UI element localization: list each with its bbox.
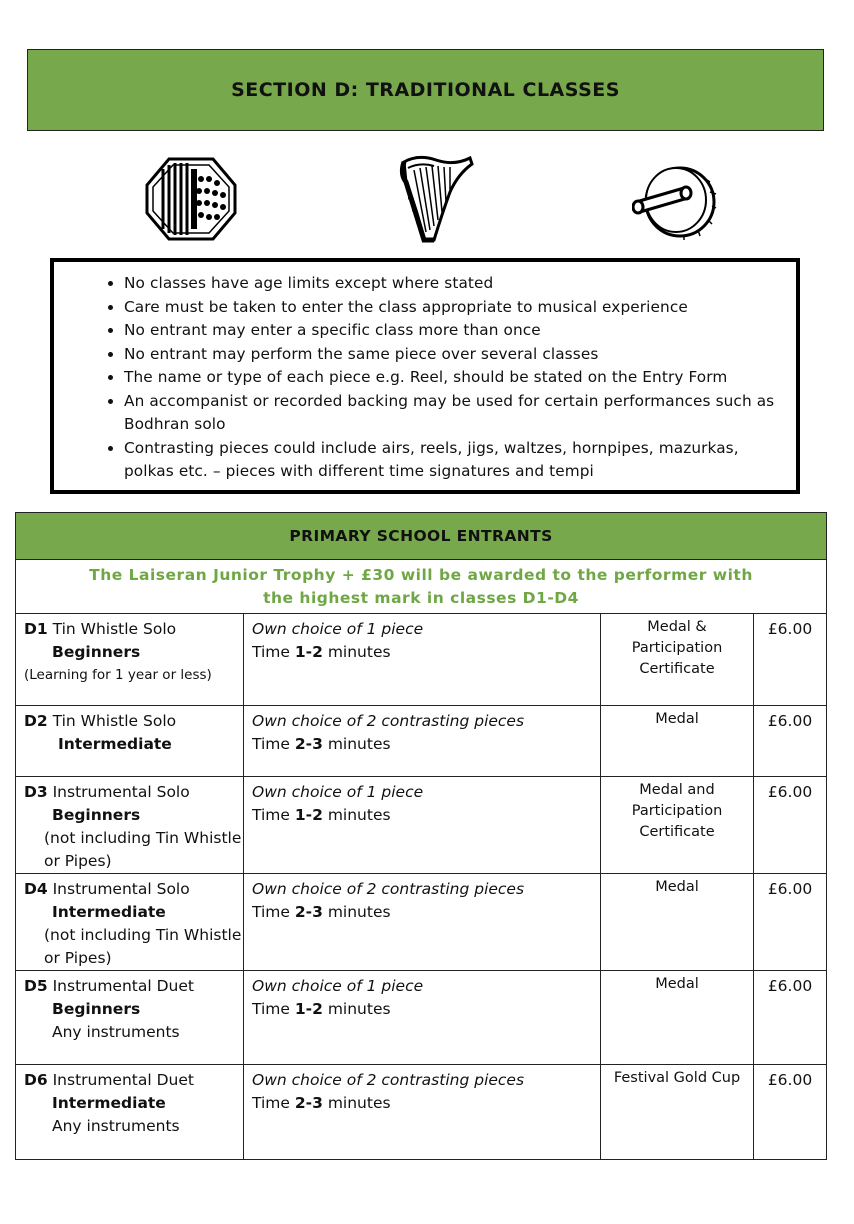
rule-item: • No entrant may enter a specific class more than once	[124, 319, 784, 343]
class-level: Beginners	[52, 1000, 141, 1018]
table-row	[16, 614, 827, 706]
time-label: Time	[252, 1000, 290, 1018]
requirement-cell	[244, 874, 601, 971]
requirement-cell	[244, 706, 601, 777]
class-code: D6	[24, 1071, 48, 1089]
class-note: Any instruments	[52, 1023, 180, 1041]
rule-item: • The name or type of each piece e.g. Reel, should be stated on the Entry Form	[124, 366, 784, 390]
table-row	[16, 971, 827, 1065]
time-value: 2-3	[294, 903, 323, 921]
fee-cell: £6.00	[754, 614, 827, 706]
time-value: 1-2	[294, 806, 323, 824]
time-label: Time	[252, 735, 290, 753]
time-unit: minutes	[327, 903, 391, 921]
time-unit: minutes	[327, 643, 391, 661]
fee-cell: £6.00	[754, 874, 827, 971]
class-level: Intermediate	[58, 735, 172, 753]
class-note: Any instruments	[52, 1117, 180, 1135]
class-name: Instrumental Solo	[52, 880, 190, 898]
rule-item: • An accompanist or recorded backing may be used for certain performances such as Bodhran solo	[124, 390, 784, 437]
piece-choice: Own choice of 1 piece	[252, 620, 424, 638]
time-limit	[252, 903, 391, 921]
requirement-cell	[244, 614, 601, 706]
class-level: Intermediate	[52, 1094, 166, 1112]
time-limit	[252, 1000, 391, 1018]
primary-heading: PRIMARY SCHOOL ENTRANTS	[16, 513, 827, 560]
award-cell: Medal	[601, 971, 754, 1065]
award-cell: Medal and Participation Certificate	[601, 777, 754, 874]
time-label: Time	[252, 806, 290, 824]
piece-choice: Own choice of 2 contrasting pieces	[252, 1071, 525, 1089]
time-unit: minutes	[327, 1094, 391, 1112]
time-value: 1-2	[294, 1000, 323, 1018]
piece-choice: Own choice of 1 piece	[252, 977, 424, 995]
time-unit: minutes	[327, 1000, 391, 1018]
class-cell	[16, 971, 244, 1065]
class-cell	[16, 614, 244, 706]
class-level: Beginners	[52, 806, 141, 824]
class-cell	[16, 777, 244, 874]
time-value: 2-3	[294, 735, 323, 753]
piece-choice: Own choice of 1 piece	[252, 783, 424, 801]
class-note: (Learning for 1 year or less)	[24, 667, 212, 683]
time-unit: minutes	[327, 806, 391, 824]
time-unit: minutes	[327, 735, 391, 753]
award-cell: Medal	[601, 874, 754, 971]
award-cell: Medal & Participation Certificate	[601, 614, 754, 706]
rule-item: • Care must be taken to enter the class appropriate to musical experience	[124, 296, 784, 320]
fee-cell: £6.00	[754, 1065, 827, 1160]
trophy-row	[16, 560, 827, 614]
class-name: Instrumental Solo	[52, 783, 190, 801]
class-name: Instrumental Duet	[52, 1071, 194, 1089]
class-code: D3	[24, 783, 48, 801]
bodhran-icon	[632, 158, 718, 240]
class-name: Tin Whistle Solo	[52, 620, 177, 638]
requirement-cell	[244, 1065, 601, 1160]
class-cell	[16, 706, 244, 777]
requirement-cell	[244, 971, 601, 1065]
primary-heading-row	[16, 513, 827, 560]
fee-cell: £6.00	[754, 971, 827, 1065]
fee-cell: £6.00	[754, 706, 827, 777]
table-row	[16, 874, 827, 971]
award-cell: Festival Gold Cup	[601, 1065, 754, 1160]
rule-item: • Contrasting pieces could include airs, reels, jigs, waltzes, hornpipes, mazurkas, polkas etc. – pieces with different time signatures and tempi	[124, 437, 784, 484]
time-value: 1-2	[294, 643, 323, 661]
class-code: D2	[24, 712, 48, 730]
piece-choice: Own choice of 2 contrasting pieces	[252, 712, 525, 730]
award-cell: Medal	[601, 706, 754, 777]
trophy-line-2: the highest mark in classes D1-D4	[263, 588, 579, 607]
table-row	[16, 1065, 827, 1160]
time-label: Time	[252, 643, 290, 661]
class-code: D4	[24, 880, 48, 898]
class-name: Tin Whistle Solo	[52, 712, 177, 730]
fee-cell: £6.00	[754, 777, 827, 874]
table-row	[16, 777, 827, 874]
time-value: 2-3	[294, 1094, 323, 1112]
time-limit	[252, 735, 391, 753]
time-limit	[252, 806, 391, 824]
time-limit	[252, 1094, 391, 1112]
trophy-note	[16, 560, 827, 614]
class-note: (not including Tin Whistle or Pipes)	[44, 926, 242, 967]
table-row	[16, 706, 827, 777]
rule-item: • No entrant may perform the same piece over several classes	[124, 343, 784, 367]
time-limit	[252, 643, 391, 661]
rule-item: • No classes have age limits except where stated	[124, 272, 784, 296]
concertina-icon	[143, 155, 239, 243]
class-level: Intermediate	[52, 903, 166, 921]
requirement-cell	[244, 777, 601, 874]
harp-icon	[398, 152, 476, 244]
class-code: D1	[24, 620, 48, 638]
section-header	[27, 49, 824, 131]
class-name: Instrumental Duet	[52, 977, 194, 995]
rules-list	[98, 272, 784, 484]
rules-box	[50, 258, 800, 494]
class-note: (not including Tin Whistle or Pipes)	[44, 829, 242, 870]
section-title: SECTION D: TRADITIONAL CLASSES	[231, 79, 620, 101]
time-label: Time	[252, 1094, 290, 1112]
class-cell	[16, 874, 244, 971]
class-code: D5	[24, 977, 48, 995]
time-label: Time	[252, 903, 290, 921]
trophy-line-1: The Laiseran Junior Trophy + £30 will be awarded to the performer with	[89, 565, 753, 584]
class-level: Beginners	[52, 643, 141, 661]
classes-table	[15, 512, 827, 1160]
piece-choice: Own choice of 2 contrasting pieces	[252, 880, 525, 898]
class-cell	[16, 1065, 244, 1160]
